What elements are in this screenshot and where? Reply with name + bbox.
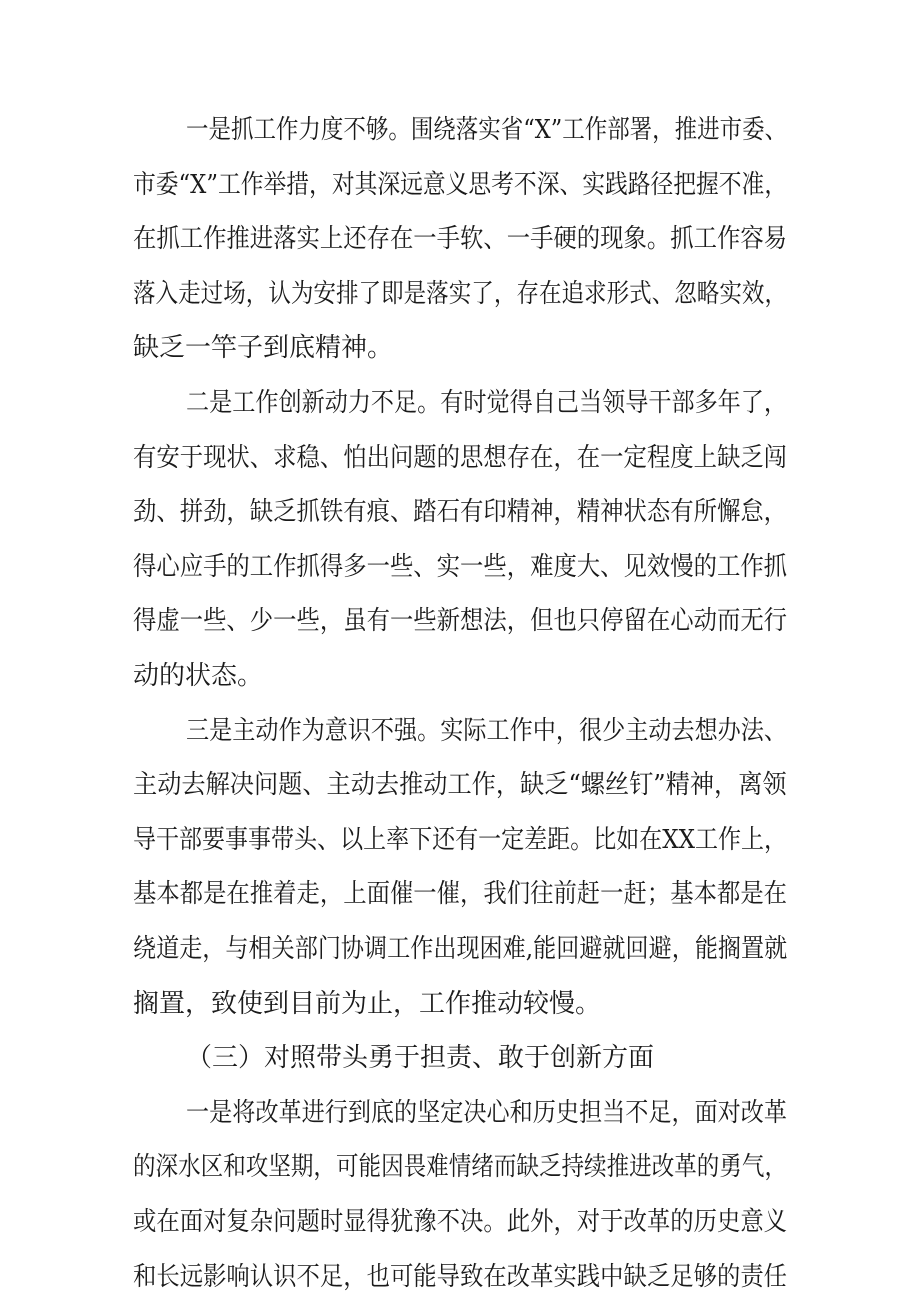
paragraph-line: 和长远影响认识不足，也可能导致在改革实践中缺乏足够的责任: [133, 1262, 788, 1292]
paragraph-line: 在抓工作推进落实上还存在一手软、一手硬的现象。抓工作容易: [133, 224, 788, 254]
paragraph-line: 基本都是在推着走，上面催一催，我们往前赶一赶；基本都是在: [133, 879, 788, 909]
paragraph-line: 绕道走，与相关部门协调工作出现困难,能回避就回避，能搁置就: [133, 934, 788, 964]
paragraph-line: 搁置，致使到目前为止，工作推动较慢。: [133, 989, 602, 1019]
paragraph-line: 有安于现状、求稳、怕出问题的思想存在，在一定程度上缺乏闯: [133, 443, 788, 473]
paragraph-line: 缺乏一竿子到底精神。: [133, 333, 394, 363]
paragraph-line: 一是将改革进行到底的坚定决心和历史担当不足，面对改革: [186, 1098, 788, 1128]
paragraph-line: 三是主动作为意识不强。实际工作中，很少主动去想办法、: [186, 716, 788, 746]
paragraph-line: 导干部要事事带头、以上率下还有一定差距。比如在XX工作上，: [133, 825, 788, 855]
paragraph-line: 劲、拼劲，缺乏抓铁有痕、踏石有印精神，精神状态有所懈怠，: [133, 497, 788, 527]
paragraph-line: 主动去解决问题、主动去推动工作，缺乏“螺丝钉”精神，离领: [133, 770, 787, 800]
paragraph-line: 二是工作创新动力不足。有时觉得自己当领导干部多年了，: [186, 388, 788, 418]
paragraph-line: 或在面对复杂问题时显得犹豫不决。此外，对于改革的历史意义: [133, 1207, 788, 1237]
paragraph-line: 一是抓工作力度不够。围绕落实省“X”工作部署，推进市委、: [186, 115, 788, 145]
paragraph-line: 落入走过场，认为安排了即是落实了，存在追求形式、忽略实效，: [133, 279, 788, 309]
paragraph-line: 得心应手的工作抓得多一些、实一些，难度大、见效慢的工作抓: [133, 552, 788, 582]
paragraph-line: 动的状态。: [133, 661, 264, 691]
section-heading: （三）对照带头勇于担责、敢于创新方面: [186, 1043, 655, 1073]
paragraph-line: 的深水区和攻坚期，可能因畏难情绪而缺乏持续推进改革的勇气，: [133, 1152, 788, 1182]
paragraph-line: 市委“X”工作举措，对其深远意义思考不深、实践路径把握不准，: [133, 170, 788, 200]
paragraph-line: 得虚一些、少一些，虽有一些新想法，但也只停留在心动而无行: [133, 606, 788, 636]
